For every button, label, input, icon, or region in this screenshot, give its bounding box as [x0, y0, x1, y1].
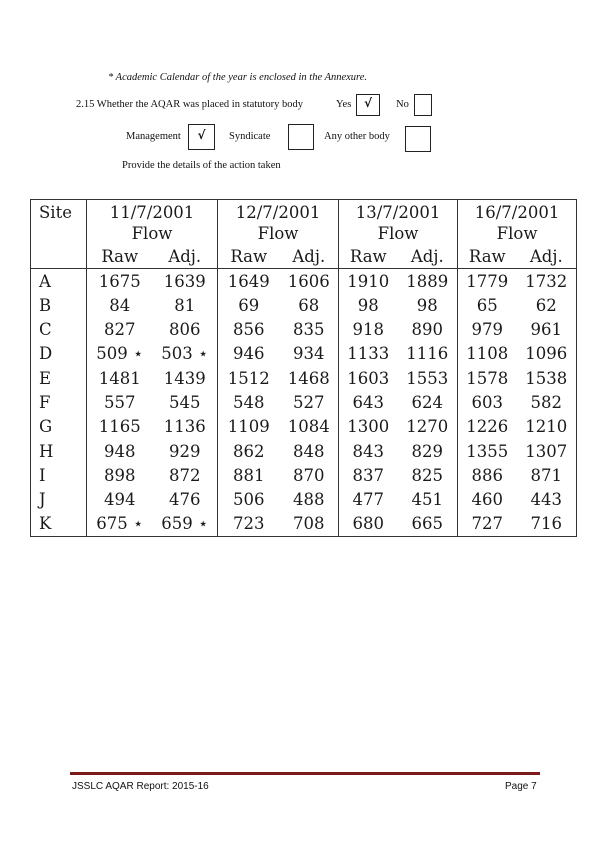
raw-flow-cell: 1355: [458, 439, 517, 463]
adj-flow-cell: 961: [530, 320, 563, 340]
site-cell: J: [39, 490, 46, 510]
raw-header: Raw: [458, 244, 517, 269]
adj-flow-cell: 716: [530, 514, 563, 534]
adj-flow-cell: 825: [411, 465, 444, 485]
footer-rule: [70, 772, 540, 775]
adj-flow-cell: 1553: [406, 368, 449, 388]
adj-flow-cell: 476: [169, 490, 201, 510]
adj-flow-cell: 934: [293, 344, 325, 364]
raw-flow-cell: 65: [458, 293, 517, 317]
raw-flow-cell: 1649: [218, 269, 280, 294]
adj-flow-cell: 81: [174, 295, 196, 315]
raw-flow-cell: 675 ⋆: [87, 512, 153, 537]
adj-flow-cell: 1606: [287, 271, 330, 291]
raw-flow-cell: 946: [218, 342, 280, 366]
other-body-checkbox[interactable]: [405, 126, 431, 152]
raw-flow-cell: 1675: [87, 269, 153, 294]
raw-header: Raw: [339, 244, 398, 269]
site-cell: K: [39, 514, 52, 534]
raw-flow-cell: 1779: [458, 269, 517, 294]
adj-flow-cell: 665: [411, 514, 444, 534]
syndicate-checkbox[interactable]: [288, 124, 314, 150]
raw-flow-cell: 1481: [87, 366, 153, 390]
no-checkbox[interactable]: [414, 94, 432, 116]
adj-flow-cell: 624: [411, 392, 444, 412]
flow-header: Flow: [458, 224, 577, 244]
adj-flow-cell: 1136: [163, 417, 206, 437]
adj-flow-cell: 488: [293, 490, 325, 510]
question-text: 2.15 Whether the AQAR was placed in statutory body: [76, 99, 303, 110]
raw-flow-cell: 1108: [458, 342, 517, 366]
yes-label: Yes: [336, 99, 352, 110]
raw-flow-cell: 506: [218, 487, 280, 511]
adj-flow-cell: 1084: [287, 417, 330, 437]
raw-flow-cell: 1910: [339, 269, 398, 294]
raw-flow-cell: 548: [218, 390, 280, 414]
adj-flow-cell: 527: [293, 392, 325, 412]
adj-flow-cell: 1270: [406, 417, 449, 437]
adj-flow-cell: 1538: [525, 368, 568, 388]
adj-flow-cell: 835: [293, 320, 325, 340]
raw-flow-cell: 1109: [218, 415, 280, 439]
raw-flow-cell: 862: [218, 439, 280, 463]
raw-flow-cell: 827: [87, 318, 153, 342]
adj-flow-cell: 1096: [525, 344, 568, 364]
table-row: [31, 318, 577, 342]
adj-flow-cell: 1116: [406, 344, 449, 364]
adj-flow-cell: 872: [169, 465, 201, 485]
flow-table-figure: [30, 199, 576, 537]
footer-report-title: JSSLC AQAR Report: 2015-16: [72, 781, 209, 792]
adj-flow-cell: 1307: [525, 441, 568, 461]
raw-flow-cell: 886: [458, 463, 517, 487]
adj-flow-cell: 659 ⋆: [161, 514, 209, 534]
raw-flow-cell: 1578: [458, 366, 517, 390]
table-row: [31, 487, 577, 511]
adj-flow-cell: 806: [169, 320, 201, 340]
raw-flow-cell: 643: [339, 390, 398, 414]
adj-flow-cell: 545: [169, 392, 201, 412]
raw-flow-cell: 98: [339, 293, 398, 317]
table-row: [31, 463, 577, 487]
date-header: 16/7/2001: [458, 200, 577, 225]
raw-header: Raw: [87, 244, 153, 269]
raw-flow-cell: 979: [458, 318, 517, 342]
adj-flow-cell: 68: [298, 295, 320, 315]
adj-flow-cell: 62: [535, 295, 557, 315]
table-row: [31, 342, 577, 366]
adj-flow-cell: 708: [293, 514, 325, 534]
raw-flow-cell: 603: [458, 390, 517, 414]
no-label: No: [396, 99, 409, 110]
table-row: [31, 415, 577, 439]
site-cell: D: [39, 344, 53, 364]
flow-table: [30, 199, 577, 537]
raw-flow-cell: 1512: [218, 366, 280, 390]
site-cell: E: [39, 368, 52, 388]
adj-flow-cell: 829: [411, 441, 444, 461]
raw-header: Raw: [218, 244, 280, 269]
adj-flow-cell: 451: [411, 490, 444, 510]
adj-header: Adj.: [517, 244, 577, 269]
raw-flow-cell: 918: [339, 318, 398, 342]
date-header: 13/7/2001: [339, 200, 458, 225]
flow-table-body: [31, 269, 577, 537]
raw-flow-cell: 1133: [339, 342, 398, 366]
raw-flow-cell: 477: [339, 487, 398, 511]
site-cell: I: [39, 465, 46, 485]
site-cell: B: [39, 295, 52, 315]
raw-flow-cell: 843: [339, 439, 398, 463]
raw-flow-cell: 723: [218, 512, 280, 537]
adj-flow-cell: 870: [293, 465, 325, 485]
table-row: [31, 390, 577, 414]
raw-flow-cell: 856: [218, 318, 280, 342]
table-row: [31, 439, 577, 463]
adj-flow-cell: 1639: [163, 271, 206, 291]
raw-flow-cell: 948: [87, 439, 153, 463]
management-label: Management: [126, 131, 181, 142]
site-header: Site: [39, 203, 72, 222]
raw-flow-cell: 837: [339, 463, 398, 487]
adj-flow-cell: 443: [530, 490, 563, 510]
adj-flow-cell: 848: [293, 441, 325, 461]
site-cell: C: [39, 320, 52, 340]
flow-header: Flow: [87, 224, 218, 244]
site-subheader-blank: [31, 244, 87, 269]
flow-header: Flow: [218, 224, 339, 244]
management-checkbox[interactable]: √: [188, 124, 215, 150]
annexure-note: * Academic Calendar of the year is enclosed in the Annexure.: [108, 72, 368, 83]
details-prompt: Provide the details of the action taken: [122, 160, 281, 171]
adj-flow-cell: 98: [416, 295, 438, 315]
footer-page-number: Page 7: [505, 781, 537, 792]
raw-flow-cell: 69: [218, 293, 280, 317]
adj-flow-cell: 929: [169, 441, 201, 461]
adj-flow-cell: 871: [530, 465, 563, 485]
adj-header: Adj.: [398, 244, 458, 269]
raw-flow-cell: 84: [87, 293, 153, 317]
adj-flow-cell: 1889: [406, 271, 449, 291]
table-row: [31, 293, 577, 317]
other-body-label: Any other body: [324, 131, 390, 142]
table-row: [31, 269, 577, 294]
adj-flow-cell: 582: [530, 392, 563, 412]
flow-header: Flow: [339, 224, 458, 244]
adj-header: Adj.: [153, 244, 218, 269]
adj-flow-cell: 1468: [287, 368, 330, 388]
site-cell: H: [39, 441, 54, 461]
site-cell: F: [39, 392, 51, 412]
yes-checkbox[interactable]: √: [356, 94, 380, 116]
site-cell: A: [39, 271, 51, 291]
raw-flow-cell: 727: [458, 512, 517, 537]
adj-header: Adj.: [280, 244, 339, 269]
raw-flow-cell: 1603: [339, 366, 398, 390]
raw-flow-cell: 1300: [339, 415, 398, 439]
raw-flow-cell: 680: [339, 512, 398, 537]
table-row: [31, 366, 577, 390]
raw-flow-cell: 898: [87, 463, 153, 487]
raw-flow-cell: 460: [458, 487, 517, 511]
raw-flow-cell: 1226: [458, 415, 517, 439]
adj-flow-cell: 1732: [525, 271, 568, 291]
adj-flow-cell: 1439: [163, 368, 206, 388]
date-header: 11/7/2001: [87, 200, 218, 225]
raw-flow-cell: 881: [218, 463, 280, 487]
raw-flow-cell: 494: [87, 487, 153, 511]
adj-flow-cell: 503 ⋆: [161, 344, 209, 364]
raw-flow-cell: 509 ⋆: [87, 342, 153, 366]
adj-flow-cell: 1210: [525, 417, 568, 437]
raw-flow-cell: 557: [87, 390, 153, 414]
table-row: [31, 512, 577, 537]
adj-flow-cell: 890: [411, 320, 444, 340]
raw-flow-cell: 1165: [87, 415, 153, 439]
site-cell: G: [39, 417, 53, 437]
syndicate-label: Syndicate: [229, 131, 271, 142]
date-header: 12/7/2001: [218, 200, 339, 225]
